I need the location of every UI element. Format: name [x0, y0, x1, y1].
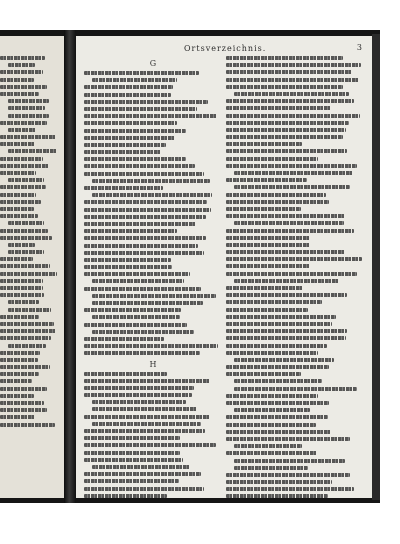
illegible-text-line: [226, 164, 357, 168]
illegible-text-line: [84, 93, 171, 97]
illegible-text-line: [0, 394, 34, 398]
illegible-text-line: [84, 323, 187, 327]
illegible-text-line: [234, 379, 322, 383]
illegible-text-line: [84, 186, 163, 190]
illegible-text-line: [84, 157, 186, 161]
illegible-text-line: [92, 407, 197, 411]
illegible-text-line: [226, 99, 354, 103]
illegible-text-line: [0, 236, 52, 240]
illegible-text-line: [92, 279, 184, 283]
illegible-text-line: [0, 171, 36, 175]
illegible-text-line: [226, 451, 317, 455]
illegible-text-line: [84, 258, 171, 262]
illegible-text-line: [0, 358, 38, 362]
illegible-text-line: [84, 129, 186, 133]
illegible-text-line: [226, 365, 329, 369]
illegible-text-line: [0, 257, 33, 261]
illegible-text-line: [92, 315, 180, 319]
column-1-entries-g: [84, 71, 222, 355]
illegible-text-line: [8, 344, 46, 348]
illegible-text-line: [84, 308, 181, 312]
illegible-text-line: [226, 214, 345, 218]
illegible-text-line: [84, 215, 206, 219]
illegible-text-line: [234, 459, 345, 463]
illegible-text-line: [84, 143, 166, 147]
illegible-text-line: [0, 207, 34, 211]
illegible-text-line: [226, 329, 347, 333]
illegible-text-line: [0, 272, 57, 276]
illegible-text-line: [84, 100, 208, 104]
illegible-text-line: [226, 114, 360, 118]
illegible-text-line: [0, 365, 50, 369]
illegible-text-line: [0, 329, 56, 333]
illegible-text-line: [226, 351, 318, 355]
illegible-text-line: [0, 264, 50, 268]
illegible-text-line: [0, 401, 44, 405]
illegible-text-line: [84, 229, 177, 233]
illegible-text-line: [0, 322, 54, 326]
illegible-text-line: [84, 150, 161, 154]
illegible-text-line: [226, 437, 350, 441]
page-edge: [372, 34, 380, 500]
left-page: [0, 36, 64, 498]
illegible-text-line: [0, 372, 39, 376]
illegible-text-line: [226, 344, 327, 348]
illegible-text-line: [84, 136, 175, 140]
illegible-text-line: [0, 135, 56, 139]
illegible-text-line: [84, 244, 198, 248]
illegible-text-line: [84, 487, 204, 491]
illegible-text-line: [226, 257, 362, 261]
illegible-text-line: [84, 479, 179, 483]
illegible-text-line: [226, 300, 322, 304]
illegible-text-line: [0, 415, 35, 419]
illegible-text-line: [234, 444, 302, 448]
illegible-text-line: [226, 487, 354, 491]
illegible-text-line: [0, 293, 44, 297]
illegible-text-line: [226, 415, 328, 419]
running-head-title: Ortsverzeichnis.: [184, 44, 267, 53]
section-letter-h: H: [149, 359, 157, 369]
illegible-text-line: [84, 379, 210, 383]
illegible-text-line: [84, 164, 195, 168]
illegible-text-line: [234, 358, 334, 362]
illegible-text-line: [0, 379, 32, 383]
illegible-text-line: [92, 301, 203, 305]
book-gutter: [64, 30, 76, 503]
illegible-text-line: [0, 387, 47, 391]
illegible-text-line: [84, 494, 167, 498]
illegible-text-line: [8, 99, 49, 103]
illegible-text-line: [226, 128, 346, 132]
illegible-text-line: [226, 85, 343, 89]
illegible-text-line: [92, 330, 194, 334]
illegible-text-line: [92, 465, 190, 469]
illegible-text-line: [226, 78, 359, 82]
illegible-text-line: [226, 308, 308, 312]
illegible-text-line: [226, 193, 326, 197]
illegible-text-line: [234, 466, 308, 470]
illegible-text-line: [226, 56, 343, 60]
illegible-text-line: [8, 250, 44, 254]
illegible-text-line: [84, 251, 204, 255]
illegible-text-line: [226, 272, 357, 276]
column-2-entries: [226, 56, 364, 498]
illegible-text-line: [0, 229, 48, 233]
illegible-text-line: [8, 243, 35, 247]
illegible-text-line: [0, 286, 43, 290]
illegible-text-line: [92, 179, 210, 183]
illegible-text-line: [84, 386, 194, 390]
illegible-text-line: [234, 387, 357, 391]
illegible-text-line: [8, 300, 39, 304]
illegible-text-line: [84, 208, 211, 212]
illegible-text-line: [0, 351, 40, 355]
illegible-text-line: [0, 408, 47, 412]
illegible-text-line: [0, 85, 47, 89]
left-page-text-lines: [0, 36, 64, 427]
illegible-text-line: [92, 193, 212, 197]
illegible-text-line: [234, 221, 344, 225]
illegible-text-line: [226, 322, 332, 326]
illegible-text-line: [84, 265, 172, 269]
illegible-text-line: [84, 451, 180, 455]
illegible-text-line: [234, 185, 350, 189]
illegible-text-line: [0, 315, 39, 319]
illegible-text-line: [84, 372, 167, 376]
illegible-text-line: [0, 214, 38, 218]
illegible-text-line: [226, 157, 318, 161]
illegible-text-line: [8, 128, 36, 132]
illegible-text-line: [226, 250, 345, 254]
illegible-text-line: [234, 408, 310, 412]
illegible-text-line: [84, 429, 205, 433]
illegible-text-line: [92, 400, 186, 404]
illegible-text-line: [226, 106, 331, 110]
illegible-text-line: [0, 200, 41, 204]
illegible-text-line: [226, 200, 329, 204]
illegible-text-line: [84, 344, 218, 348]
illegible-text-line: [234, 92, 349, 96]
illegible-text-line: [234, 171, 353, 175]
illegible-text-line: [0, 336, 51, 340]
illegible-text-line: [84, 121, 177, 125]
illegible-text-line: [226, 286, 303, 290]
illegible-text-line: [0, 92, 39, 96]
illegible-text-line: [84, 172, 204, 176]
illegible-text-line: [84, 472, 201, 476]
illegible-text-line: [84, 287, 201, 291]
illegible-text-line: [226, 70, 352, 74]
illegible-text-line: [226, 430, 331, 434]
illegible-text-line: [84, 415, 210, 419]
illegible-text-line: [84, 337, 164, 341]
illegible-text-line: [226, 394, 318, 398]
illegible-text-line: [226, 264, 310, 268]
illegible-text-line: [226, 149, 347, 153]
illegible-text-line: [8, 114, 49, 118]
illegible-text-line: [84, 236, 206, 240]
illegible-text-line: [8, 178, 44, 182]
illegible-text-line: [234, 279, 339, 283]
illegible-text-line: [226, 243, 310, 247]
illegible-text-line: [0, 423, 55, 427]
illegible-text-line: [0, 157, 43, 161]
illegible-text-line: [84, 393, 192, 397]
illegible-text-line: [92, 294, 216, 298]
illegible-text-line: [226, 178, 307, 182]
illegible-text-line: [8, 308, 51, 312]
illegible-text-line: [0, 78, 34, 82]
illegible-text-line: [0, 193, 36, 197]
illegible-text-line: [226, 480, 332, 484]
index-column-1: [84, 56, 222, 498]
section-letter-g: G: [149, 59, 157, 68]
illegible-text-line: [84, 85, 173, 89]
illegible-text-line: [226, 207, 301, 211]
illegible-text-line: [226, 293, 347, 297]
illegible-text-line: [8, 221, 44, 225]
illegible-text-line: [84, 272, 190, 276]
page-number: 3: [356, 43, 362, 52]
illegible-text-line: [84, 222, 196, 226]
illegible-text-line: [226, 336, 346, 340]
illegible-text-line: [84, 351, 200, 355]
running-head: [76, 44, 372, 56]
illegible-text-line: [226, 142, 302, 146]
illegible-text-line: [0, 164, 49, 168]
illegible-text-line: [0, 142, 35, 146]
illegible-text-line: [226, 236, 310, 240]
column-1-entries-h: [84, 372, 222, 499]
right-page: [76, 36, 372, 498]
illegible-text-line: [226, 135, 343, 139]
illegible-text-line: [226, 229, 354, 233]
illegible-text-line: [226, 473, 350, 477]
illegible-text-line: [226, 401, 329, 405]
illegible-text-line: [226, 63, 361, 67]
illegible-text-line: [226, 423, 316, 427]
illegible-text-line: [0, 279, 43, 283]
index-column-2: [226, 56, 364, 498]
illegible-text-line: [8, 106, 45, 110]
illegible-text-line: [8, 63, 35, 67]
illegible-text-line: [92, 78, 177, 82]
illegible-text-line: [84, 107, 197, 111]
illegible-text-line: [0, 56, 45, 60]
illegible-text-line: [0, 121, 47, 125]
illegible-text-line: [84, 443, 216, 447]
illegible-text-line: [84, 71, 199, 75]
illegible-text-line: [84, 436, 180, 440]
illegible-text-line: [226, 315, 336, 319]
illegible-text-line: [92, 422, 201, 426]
illegible-text-line: [0, 70, 43, 74]
illegible-text-line: [84, 114, 217, 118]
illegible-text-line: [226, 121, 349, 125]
illegible-text-line: [0, 185, 46, 189]
illegible-text-line: [84, 200, 207, 204]
illegible-text-line: [226, 372, 301, 376]
illegible-text-line: [84, 458, 183, 462]
illegible-text-line: [8, 149, 57, 153]
illegible-text-line: [226, 494, 328, 498]
